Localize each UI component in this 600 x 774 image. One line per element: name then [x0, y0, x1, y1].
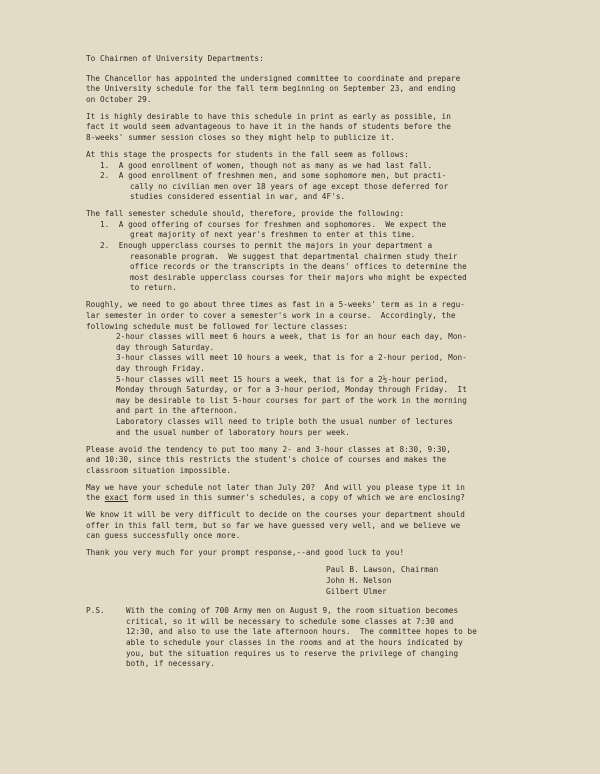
signature-line: Gilbert Ulmer: [326, 586, 387, 596]
avoid-paragraph: Please avoid the tendency to put too many 2- and 3-hour classes at 8:30, 9:30, and 10:30, since this restricts the student's choice of courses and makes the classroom situation impossible.: [86, 444, 451, 475]
signature-line: Paul B. Lawson, Chairman: [326, 565, 439, 575]
signature-line: John H. Nelson: [326, 576, 392, 586]
list-item: 3-hour classes will meet 10 hours a week, that is for a 2-hour period, Mon-: [116, 353, 467, 363]
postscript: P.S. With the coming of 700 Army men on August 9, the room situation becomes critical, so it will be necessary to schedule some classes at 7:30 and 12:30, and also to use the late afternoon hours. The committee hopes to be able to schedule your classes in the rooms and at the hours indicated by you, but the situation requires us to reserve the privilege of changing both, if necessary.: [86, 606, 477, 669]
provisions-section: The fall semester schedule should, therefore, provide the following: 1. A good offering of courses for freshmen and sophomores. We expect the great majority of next year's freshmen to enter at this time. 2. Enough upperclass courses to permit the majors in your department a reasonable program. We suggest that departmental chairmen study their office records or the transcripts in the deans' offices to determine the most desirable upperclass courses for their majors who might be expected to return.: [86, 209, 556, 294]
class-schedule-list: 2-hour classes will meet 6 hours a week, that is for an hour each day, Mon- day through Saturday. 3-hour classes will meet 10 hours a week, that is for a 2-hour period, Mon- day through Friday. 5-hour classes will meet 15 hours a week, that is for a 2½-hour period, Monday through Saturday, or for a 3-hour period, Monday through Friday. It may be desirable to list 5-hour courses for part of the work in the morning and part in the afternoon. Laboratory classes will need to triple both the usual number of lectures and the usual number of laboratory hours per week.: [86, 332, 556, 438]
prospects-section: At this stage the prospects for students in the fall seem as follows: 1. A good enrollment of women, though not as many as we had last fall. 2. A good enrollment of freshmen men, and some sophomore men, but practi- cally no civilian men over 18 years of age except those deferred for studies considered essential in war, and 4F's.: [86, 150, 556, 203]
deadline-paragraph: May we have your schedule not later than July 20? And will you please type it in the exact form used in this summer's schedules, a copy of which we are enclosing?: [86, 482, 465, 503]
roughly-paragraph: Roughly, we need to go about three times as fast in a 5-weeks' term as in a regu- lar semester in order to cover a semester's work in a course. Accordingly, the following schedule must be followed for lecture classes:: [86, 300, 465, 331]
list-item: 1. A good enrollment of women, though not as many as we had last fall.: [100, 160, 433, 170]
letter-body: [86, 54, 556, 670]
salutation: To Chairmen of University Departments:: [86, 54, 264, 63]
signature-block: [86, 565, 556, 597]
list-item: 2. Enough upperclass courses to permit the majors in your department a: [100, 241, 433, 251]
list-item: Laboratory classes will need to triple both the usual number of lectures: [116, 416, 453, 426]
print-early-paragraph: It is highly desirable to have this schedule in print as early as possible, in fact it would seem advantageous to have it in the hands of students before the 8-weeks' summer session closes so they might help to publicize it.: [86, 111, 451, 142]
difficulty-paragraph: We know it will be very difficult to decide on the courses your department should offer in this fall term, but so far we have guessed very well, and we believe we can guess successfully once more.: [86, 510, 465, 541]
list-item: 5-hour classes will meet 15 hours a week, that is for a 2½-hour period,: [116, 374, 449, 384]
list-item: 1. A good offering of courses for freshmen and sophomores. We expect the: [100, 219, 447, 229]
list-item: 2-hour classes will meet 6 hours a week, that is for an hour each day, Mon-: [116, 332, 467, 342]
list-item: 2. A good enrollment of freshmen men, and some sophomore men, but practi-: [100, 171, 447, 181]
ps-label: P.S.: [86, 606, 105, 616]
closing-thanks: Thank you very much for your prompt response,--and good luck to you!: [86, 548, 405, 558]
intro-paragraph: The Chancellor has appointed the undersigned committee to coordinate and prepare the University schedule for the fall term beginning on September 23, and ending on October 29.: [86, 73, 461, 104]
underlined-word: exact: [104, 493, 129, 503]
